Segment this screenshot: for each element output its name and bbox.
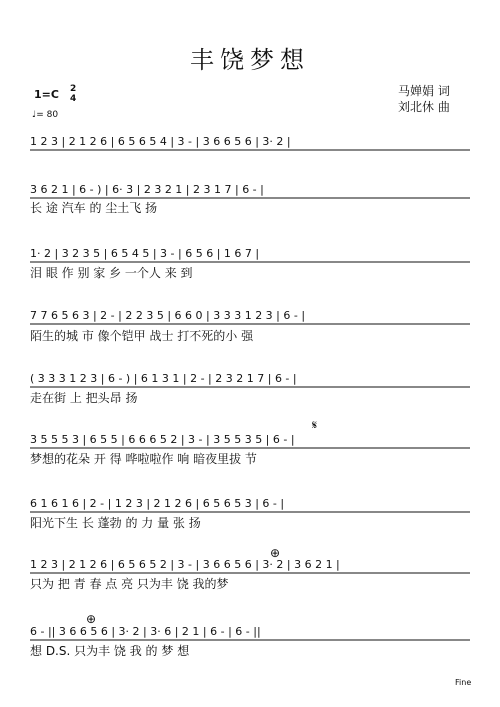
lyric-line-3: 泪 眼 作 别 家 乡 一个人 来 到: [30, 266, 193, 280]
notation-line-5: ( 3 3 3 1 2 3 | 6 - ) | 6 1 3 1 | 2 - | 2 3 2 1 7 | 6 - |: [30, 372, 297, 385]
coda-icon: ⊕: [270, 546, 281, 560]
key-signature: 1=C: [34, 88, 59, 101]
notation-line-3: 1· 2 | 3 2 3 5 | 6 5 4 5 | 3 - | 6 5 6 | 1 6 7 |: [30, 247, 260, 260]
segno-icon: 𝄋: [312, 418, 318, 432]
lyric-line-2: 长 途 汽车 的 尘土飞 扬: [30, 201, 158, 215]
notation-line-9: 6 - || 3 6 6 5 6 | 3· 2 | 3· 6 | 2 1 | 6 - | 6 - ||: [30, 625, 261, 638]
time-signature-top: 2: [70, 84, 77, 94]
quarter-note-icon: ♩: [32, 110, 37, 120]
time-signature: [70, 84, 76, 104]
composer-credit: 刘北休 曲: [398, 100, 450, 114]
fine-mark: Fine: [455, 678, 472, 687]
time-signature-bottom: 4: [70, 94, 77, 104]
tempo-mark: [32, 110, 58, 120]
notation-line-1: 1 2 3 | 2 1 2 6 | 6 5 6 5 4 | 3 - | 3 6 6 5 6 | 3· 2 |: [30, 135, 291, 148]
tempo-value: = 80: [36, 110, 59, 120]
coda-icon-2: ⊕: [86, 612, 97, 626]
lyric-line-7: 阳光下生 长 蓬勃 的 力 量 张 扬: [30, 516, 201, 530]
notation-line-2: 3 6 2 1 | 6 - ) | 6· 3 | 2 3 2 1 | 2 3 1 7 | 6 - |: [30, 183, 264, 196]
notation-line-8: 1 2 3 | 2 1 2 6 | 6 5 6 5 2 | 3 - | 3 6 6 5 6 | 3· 2 | 3 6 2 1 |: [30, 558, 340, 571]
notation-line-4: 7 7 6 5 6 3 | 2 - | 2 2 3 5 | 6 6 0 | 3 3 3 1 2 3 | 6 - |: [30, 309, 306, 322]
notation-line-6: 3 5 5 5 3 | 6 5 5 | 6 6 6 5 2 | 3 - | 3 5 5 3 5 | 6 - |: [30, 433, 295, 446]
notation-line-7: 6 1 6 1 6 | 2 - | 1 2 3 | 2 1 2 6 | 6 5 6 5 3 | 6 - |: [30, 497, 285, 510]
lyric-line-5: 走在街 上 把头昂 扬: [30, 391, 138, 405]
lyric-line-8: 只为 把 青 春 点 亮 只为丰 饶 我的梦: [30, 577, 229, 591]
lyric-line-4: 陌生的城 市 像个铠甲 战士 打不死的小 强: [30, 329, 254, 343]
song-title: 丰饶梦想: [190, 46, 310, 74]
lyricist-credit: 马婵娟 词: [398, 84, 450, 98]
lyric-line-6: 梦想的花朵 开 得 哗啦啦作 响 暗夜里拔 节: [30, 452, 257, 466]
lyric-line-9: 想 D.S. 只为丰 饶 我 的 梦 想: [30, 644, 190, 658]
